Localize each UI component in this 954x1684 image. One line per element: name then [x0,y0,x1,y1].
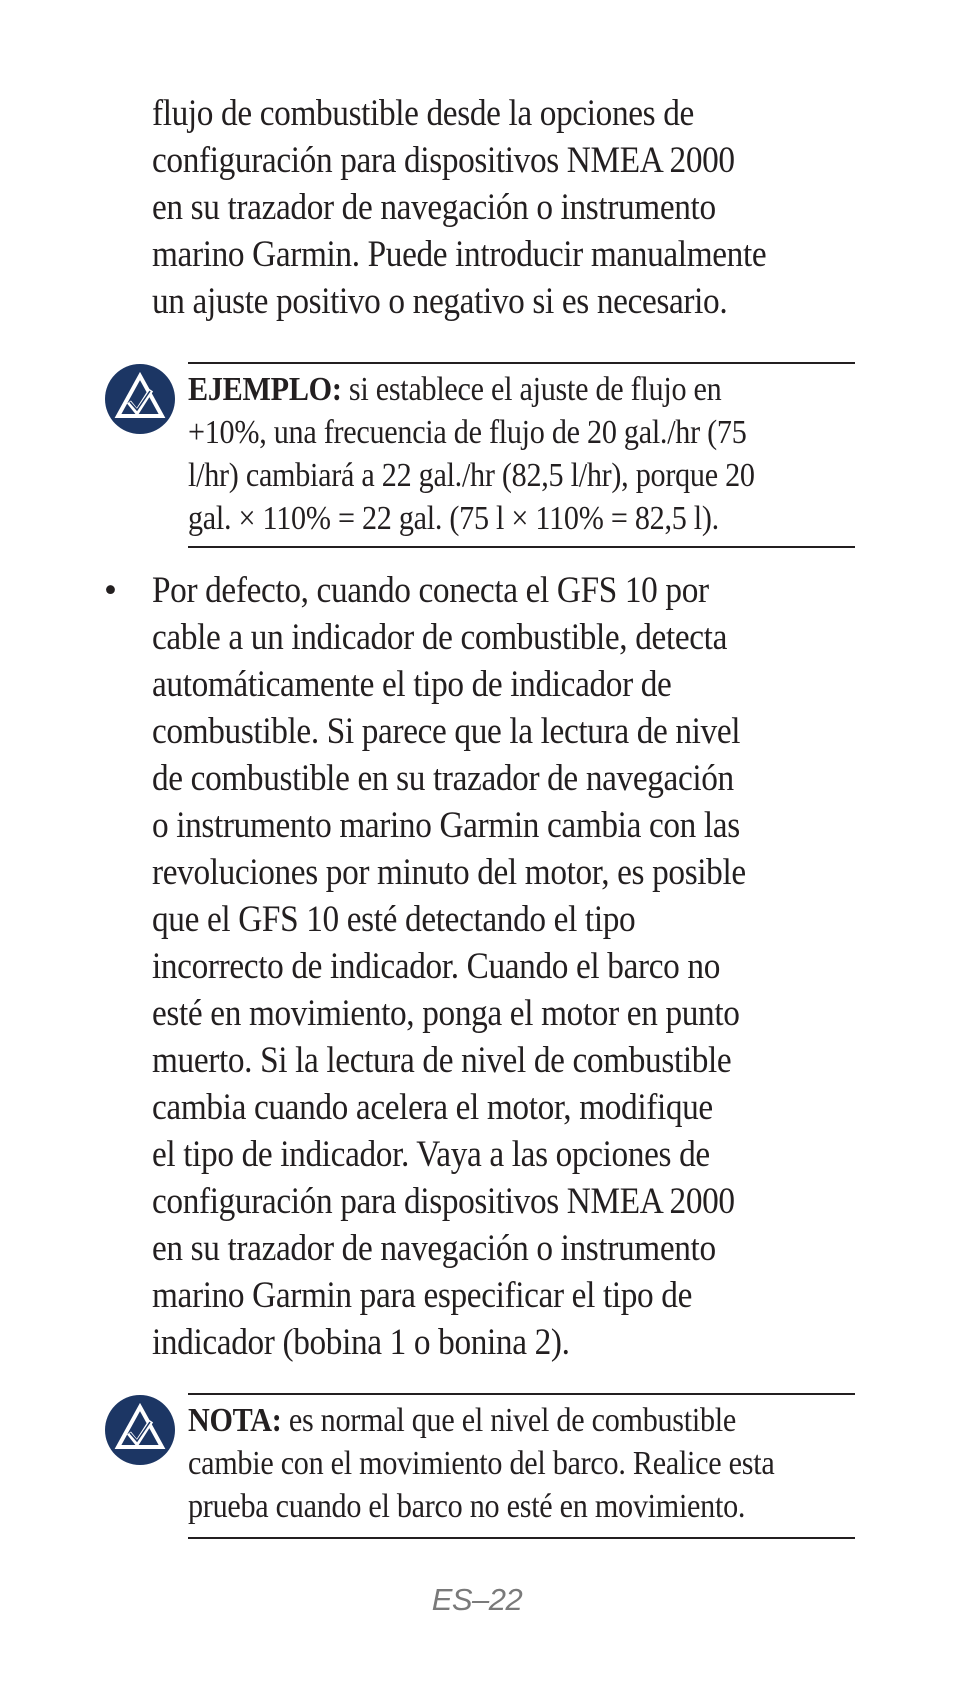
text-line: indicador (bobina 1 o bonina 2). [152,1322,570,1363]
text-line: de combustible en su trazador de navegación [152,758,734,799]
text-line: cambia cuando acelera el motor, modifique [152,1087,713,1128]
nota-note [105,1393,855,1539]
text-line [188,368,755,411]
text-line: en su trazador de navegación o instrumento [152,1228,716,1269]
text-line [188,1399,774,1442]
text-line: muerto. Si la lectura de nivel de combustible [152,1040,732,1081]
text-line: el tipo de indicador. Vaya a las opciones de [152,1134,710,1175]
text-line: que el GFS 10 esté detectando el tipo [152,899,636,940]
text-line: gal. × 110% = 22 gal. (75 l × 110% = 82,5 l). [188,500,719,537]
text-line: marino Garmin para especificar el tipo de [152,1275,692,1316]
text-line: cable a un indicador de combustible, detecta [152,617,728,658]
bullet-paragraph [152,567,791,1366]
note-text: si establece el ajuste de flujo en [341,371,722,408]
note-top-rule [188,362,855,364]
note-top-rule [188,1393,855,1395]
nota-note-text [188,1399,774,1528]
text-line: prueba cuando el barco no esté en movimiento. [188,1488,746,1525]
bullet-marker: • [104,570,117,611]
note-bottom-rule [188,1537,855,1539]
text-line: configuración para dispositivos NMEA 2000 [152,140,735,181]
note-check-icon [105,1395,175,1465]
text-line: esté en movimiento, ponga el motor en punto [152,993,740,1034]
text-line: automáticamente el tipo de indicador de [152,664,672,705]
note-text: es normal que el nivel de combustible [281,1402,737,1439]
text-line: o instrumento marino Garmin cambia con las [152,805,740,846]
text-line: l/hr) cambiará a 22 gal./hr (82,5 l/hr), porque 20 [188,457,755,494]
page-number: ES–22 [431,1582,523,1617]
text-line: un ajuste positivo o negativo si es necesario. [152,281,728,322]
text-line: combustible. Si parece que la lectura de nivel [152,711,741,752]
text-line: cambie con el movimiento del barco. Realice esta [188,1445,775,1482]
text-line: marino Garmin. Puede introducir manualmente [152,234,767,275]
text-line: en su trazador de navegación o instrumento [152,187,716,228]
note-label: EJEMPLO: [188,371,342,408]
text-line: flujo de combustible desde la opciones de [152,93,694,134]
text-line: configuración para dispositivos NMEA 2000 [152,1181,735,1222]
example-note-text [188,368,755,540]
note-label: NOTA: [188,1402,282,1439]
text-line: incorrecto de indicador. Cuando el barco no [152,946,720,987]
text-line: Por defecto, cuando conecta el GFS 10 por [152,570,709,611]
note-check-icon [105,364,175,434]
text-line: +10%, una frecuencia de flujo de 20 gal./hr (75 [188,414,747,451]
intro-paragraph [152,90,791,325]
text-line: revoluciones por minuto del motor, es posible [152,852,746,893]
note-bottom-rule [188,546,855,548]
example-note [105,362,855,548]
